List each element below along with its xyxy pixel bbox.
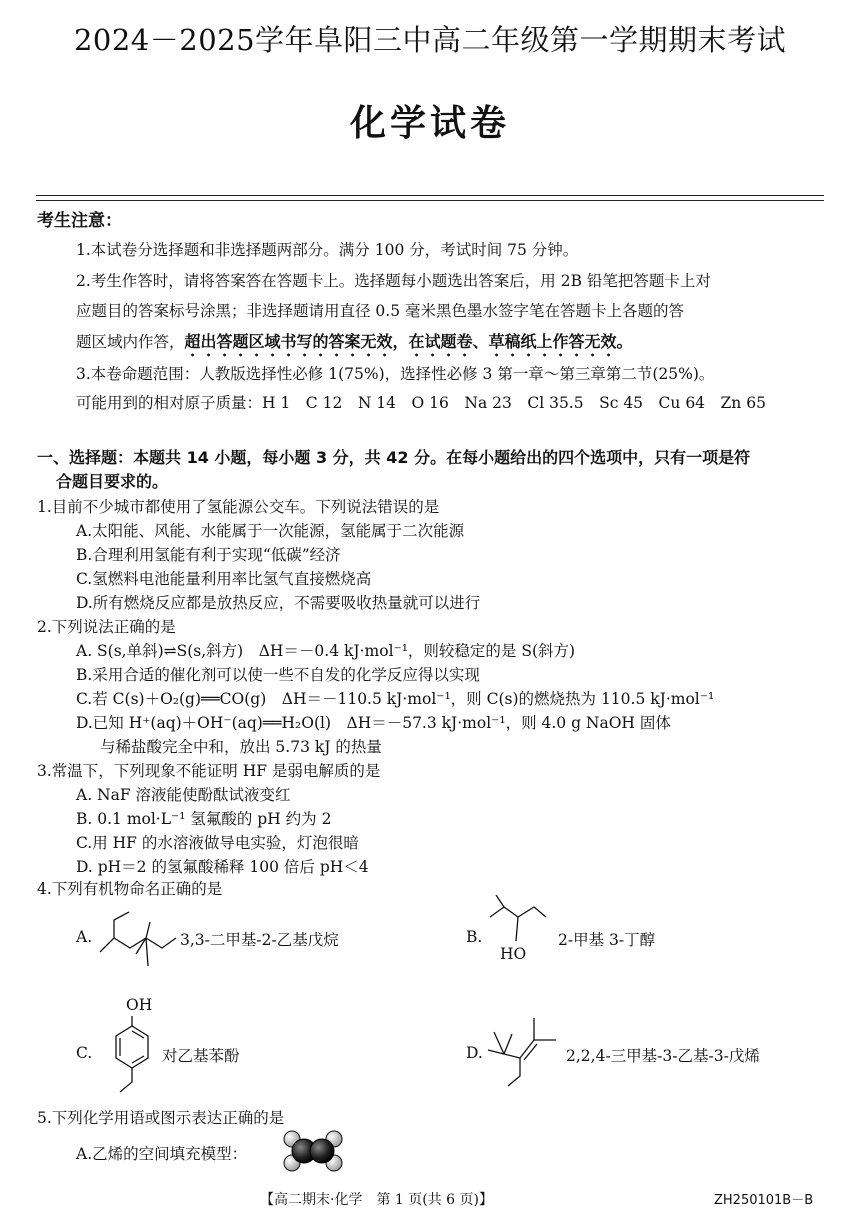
q3-option-d: D. pH＝2 的氢氟酸稀释 100 倍后 pH＜4 — [76, 858, 369, 876]
footer-code: ZH250101B－B — [714, 1193, 814, 1208]
section-heading-line1: 一、选择题：本题共 14 小题，每小题 3 分，共 42 分。在每小题给出的四个选项中，只有一项是符 — [37, 448, 751, 467]
header-rule-top — [36, 195, 824, 196]
notice-item-2-line3-plain: 题区域内作答， — [76, 333, 185, 351]
q4-c-structure — [106, 1016, 156, 1096]
q2-option-b: B.采用合适的催化剂可以使一些不自发的化学反应得以实现 — [76, 666, 480, 684]
section-heading-line2: 合题目要求的。 — [56, 472, 169, 491]
q4-option-b-name: 2-甲基 3-丁醇 — [558, 931, 656, 949]
q1-option-d: D.所有燃烧反应都是放热反应，不需要吸收热量就可以进行 — [76, 594, 481, 612]
q4-option-a-name: 3,3-二甲基-2-乙基戊烷 — [180, 931, 339, 949]
notice-item-2-line3 — [76, 329, 633, 360]
header-rule-bottom — [36, 200, 824, 201]
q5-stem: 5.下列化学用语或图示表达正确的是 — [37, 1109, 285, 1127]
q1-option-c: C.氢燃料电池能量利用率比氢气直接燃烧高 — [76, 570, 372, 588]
q3-stem: 3.常温下，下列现象不能证明 HF 是弱电解质的是 — [37, 762, 381, 780]
q4-stem: 4.下列有机物命名正确的是 — [37, 880, 223, 898]
q2-option-d-line2: 与稀盐酸完全中和，放出 5.73 kJ 的热量 — [100, 738, 382, 756]
notice-emphasis: 超出答题区域书写的答案无效，在试题卷、草稿纸上作答无效。 — [184, 332, 633, 351]
q2-option-d-line1: D.已知 H⁺(aq)＋OH⁻(aq)══H₂O(l) ΔH＝－57.3 kJ·mol⁻¹，则 4.0 g NaOH 固体 — [76, 714, 671, 732]
notice-item-2-line1: 2.考生作答时，请将答案答在答题卡上。选择题每小题选出答案后，用 2B 铅笔把答题卡上对 — [76, 272, 711, 290]
q4-option-d-letter: D. — [466, 1044, 483, 1062]
q4-d-structure — [482, 1010, 566, 1090]
q1-option-b: B.合理利用氢能有利于实现“低碳”经济 — [76, 546, 341, 564]
q2-stem: 2.下列说法正确的是 — [37, 618, 176, 636]
notice-heading: 考生注意： — [37, 211, 122, 231]
q4-option-c-name: 对乙基苯酚 — [162, 1047, 240, 1065]
q1-option-a: A.太阳能、风能、水能属于一次能源，氢能属于二次能源 — [76, 522, 465, 540]
q3-option-b: B. 0.1 mol·L⁻¹ 氢氟酸的 pH 约为 2 — [76, 810, 332, 828]
q4-b-structure — [486, 895, 548, 951]
notice-item-2-line2: 应题目的答案标号涂黑；非选择题请用直径 0.5 毫米黑色墨水签字笔在答题卡上各题的答 — [76, 302, 685, 320]
q2-option-a: A. S(s,单斜)⇌S(s,斜方) ΔH＝－0.4 kJ·mol⁻¹，则较稳定的是 S(斜方) — [76, 642, 576, 660]
q1-stem: 1.目前不少城市都使用了氢能源公交车。下列说法错误的是 — [37, 498, 440, 516]
notice-item-1: 1.本试卷分选择题和非选择题两部分。满分 100 分，考试时间 75 分钟。 — [76, 241, 579, 259]
ethylene-space-filling-model — [282, 1128, 344, 1174]
q4-option-d-name: 2,2,4-三甲基-3-乙基-3-戊烯 — [566, 1047, 760, 1065]
q4-c-hydroxyl-label: OH — [126, 996, 153, 1014]
q4-option-c-letter: C. — [76, 1044, 93, 1062]
q4-b-hydroxyl-label: HO — [500, 945, 527, 963]
q2-option-c: C.若 C(s)＋O₂(g)══CO(g) ΔH＝－110.5 kJ·mol⁻¹，则 C(s)的燃烧热为 110.5 kJ·mol⁻¹ — [76, 690, 715, 708]
q4-option-a-letter: A. — [76, 928, 93, 946]
subject-title: 化学试卷 — [349, 103, 510, 144]
q3-option-c: C.用 HF 的水溶液做导电实验，灯泡很暗 — [76, 834, 359, 852]
q3-option-a: A. NaF 溶液能使酚酞试液变红 — [76, 786, 291, 804]
exam-title: 2024－2025学年阜阳三中高二年级第一学期期末考试 — [73, 23, 787, 57]
q4-a-structure — [96, 900, 178, 972]
q5-option-a: A.乙烯的空间填充模型： — [76, 1145, 248, 1163]
footer-page-info: 【高二期末·化学 第 1 页(共 6 页)】 — [260, 1192, 493, 1208]
notice-item-3: 3.本卷命题范围：人教版选择性必修 1(75%)，选择性必修 3 第一章～第三章第二节(25%)。 — [76, 365, 715, 383]
q4-option-b-letter: B. — [466, 928, 483, 946]
atomic-masses: 可能用到的相对原子质量：H 1 C 12 N 14 O 16 Na 23 Cl 35.5 Sc 45 Cu 64 Zn 65 — [76, 394, 766, 412]
